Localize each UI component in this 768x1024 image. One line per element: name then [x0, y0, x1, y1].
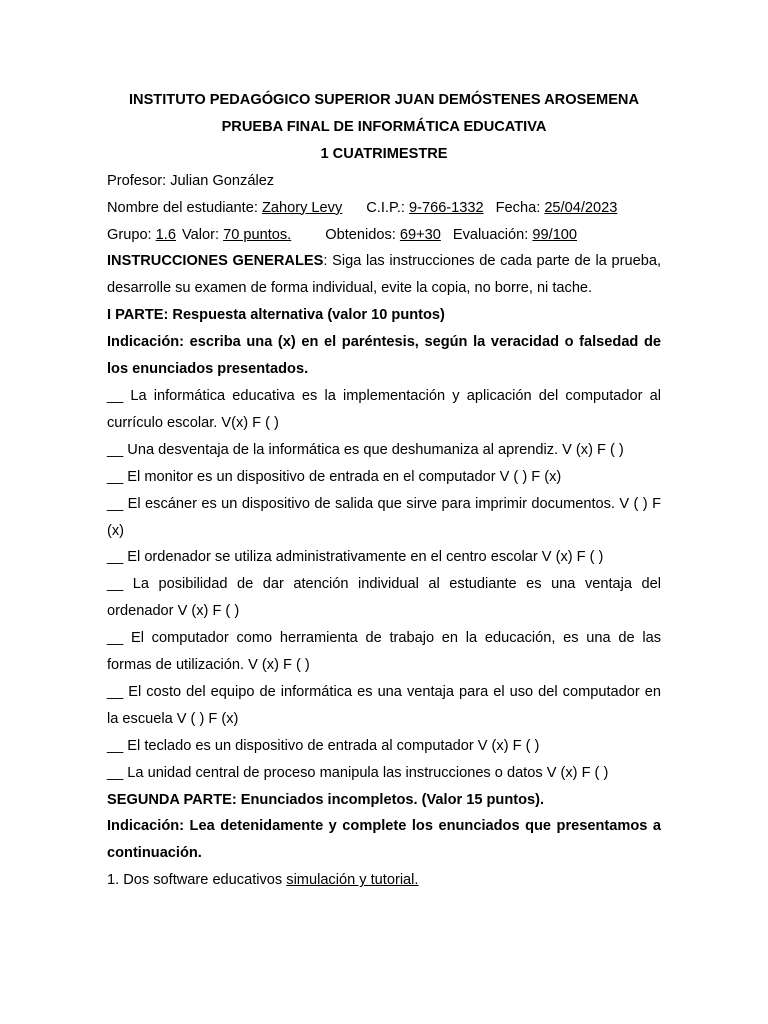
term-heading: 1 CUATRIMESTRE — [320, 145, 448, 162]
group-line — [107, 222, 661, 249]
instructions-text: : Siga las instrucciones de cada parte de la prueba, desarrolle su examen de forma individual, evite la copia, no borre, ni tache. — [107, 253, 662, 297]
student-name: Zahory Levy — [261, 199, 343, 216]
document-body — [107, 87, 661, 894]
student-label: Nombre del estudiante: — [107, 199, 262, 216]
part1-item: __ El costo del equipo de informática es una ventaja para el uso del computador en la escuela V ( ) F (x) — [107, 683, 661, 727]
part1-item: __ El teclado es un dispositivo de entrada al computador V (x) F ( ) — [107, 737, 540, 754]
valor-label: Valor: — [181, 226, 224, 243]
date-value: 25/04/2023 — [544, 199, 618, 216]
professor-line: Profesor: Julian González — [107, 172, 275, 189]
part1-item: __ La informática educativa es la implementación y aplicación del computador al currículo escolar. V(x) F ( ) — [107, 387, 661, 431]
part1-indication: Indicación: escriba una (x) en el paréntesis, según la veracidad o falsedad de los enunciados presentados. — [107, 334, 661, 378]
date-label: Fecha: — [495, 199, 545, 216]
part1-item: __ El computador como herramienta de trabajo en la educación, es una de las formas de utilización. V (x) F ( ) — [107, 630, 661, 674]
part2-item-1-prefix: 1. Dos software educativos — [107, 872, 287, 889]
instructions-label: INSTRUCCIONES GENERALES — [107, 253, 324, 270]
part2-item-1-answer: simulación y tutorial. — [286, 872, 419, 889]
cip-label: C.I.P.: — [366, 199, 409, 216]
part2-indication: Indicación: Lea detenidamente y complete los enunciados que presentamos a continuación. — [107, 818, 661, 862]
obtenidos-value: 69+30 — [399, 226, 441, 243]
part1-item: __ La unidad central de proceso manipula las instrucciones o datos V (x) F ( ) — [107, 764, 609, 781]
exam-title: PRUEBA FINAL DE INFORMÁTICA EDUCATIVA — [221, 118, 547, 135]
cip-value: 9-766-1332 — [408, 199, 484, 216]
part1-item: __ El monitor es un dispositivo de entrada en el computador V ( ) F (x) — [107, 468, 562, 485]
part2-item-1 — [107, 867, 661, 894]
student-line — [107, 195, 661, 222]
valor-value: 70 puntos. — [223, 226, 292, 243]
part1-title: I PARTE: Respuesta alternativa (valor 10 puntos) — [107, 307, 445, 324]
part1-item: __ Una desventaja de la informática es que deshumaniza al aprendiz. V (x) F ( ) — [107, 441, 624, 458]
part2-title: SEGUNDA PARTE: Enunciados incompletos. (Valor 15 puntos). — [107, 791, 545, 808]
obtenidos-label: Obtenidos: — [325, 226, 400, 243]
part1-item: __ La posibilidad de dar atención individual al estudiante es una ventaja del ordenador V (x) F ( ) — [107, 576, 661, 620]
part1-item: __ El escáner es un dispositivo de salida que sirve para imprimir documentos. V ( ) F (x) — [107, 495, 661, 539]
group-label: Grupo: — [107, 226, 156, 243]
evaluacion-label: Evaluación: — [452, 226, 533, 243]
general-instructions — [107, 248, 661, 302]
evaluacion-value: 99/100 — [532, 226, 578, 243]
group-value: 1.6 — [155, 226, 176, 243]
institution-heading: INSTITUTO PEDAGÓGICO SUPERIOR JUAN DEMÓSTENES AROSEMENA — [128, 92, 640, 108]
part1-item: __ El ordenador se utiliza administrativamente en el centro escolar V (x) F ( ) — [107, 549, 604, 566]
